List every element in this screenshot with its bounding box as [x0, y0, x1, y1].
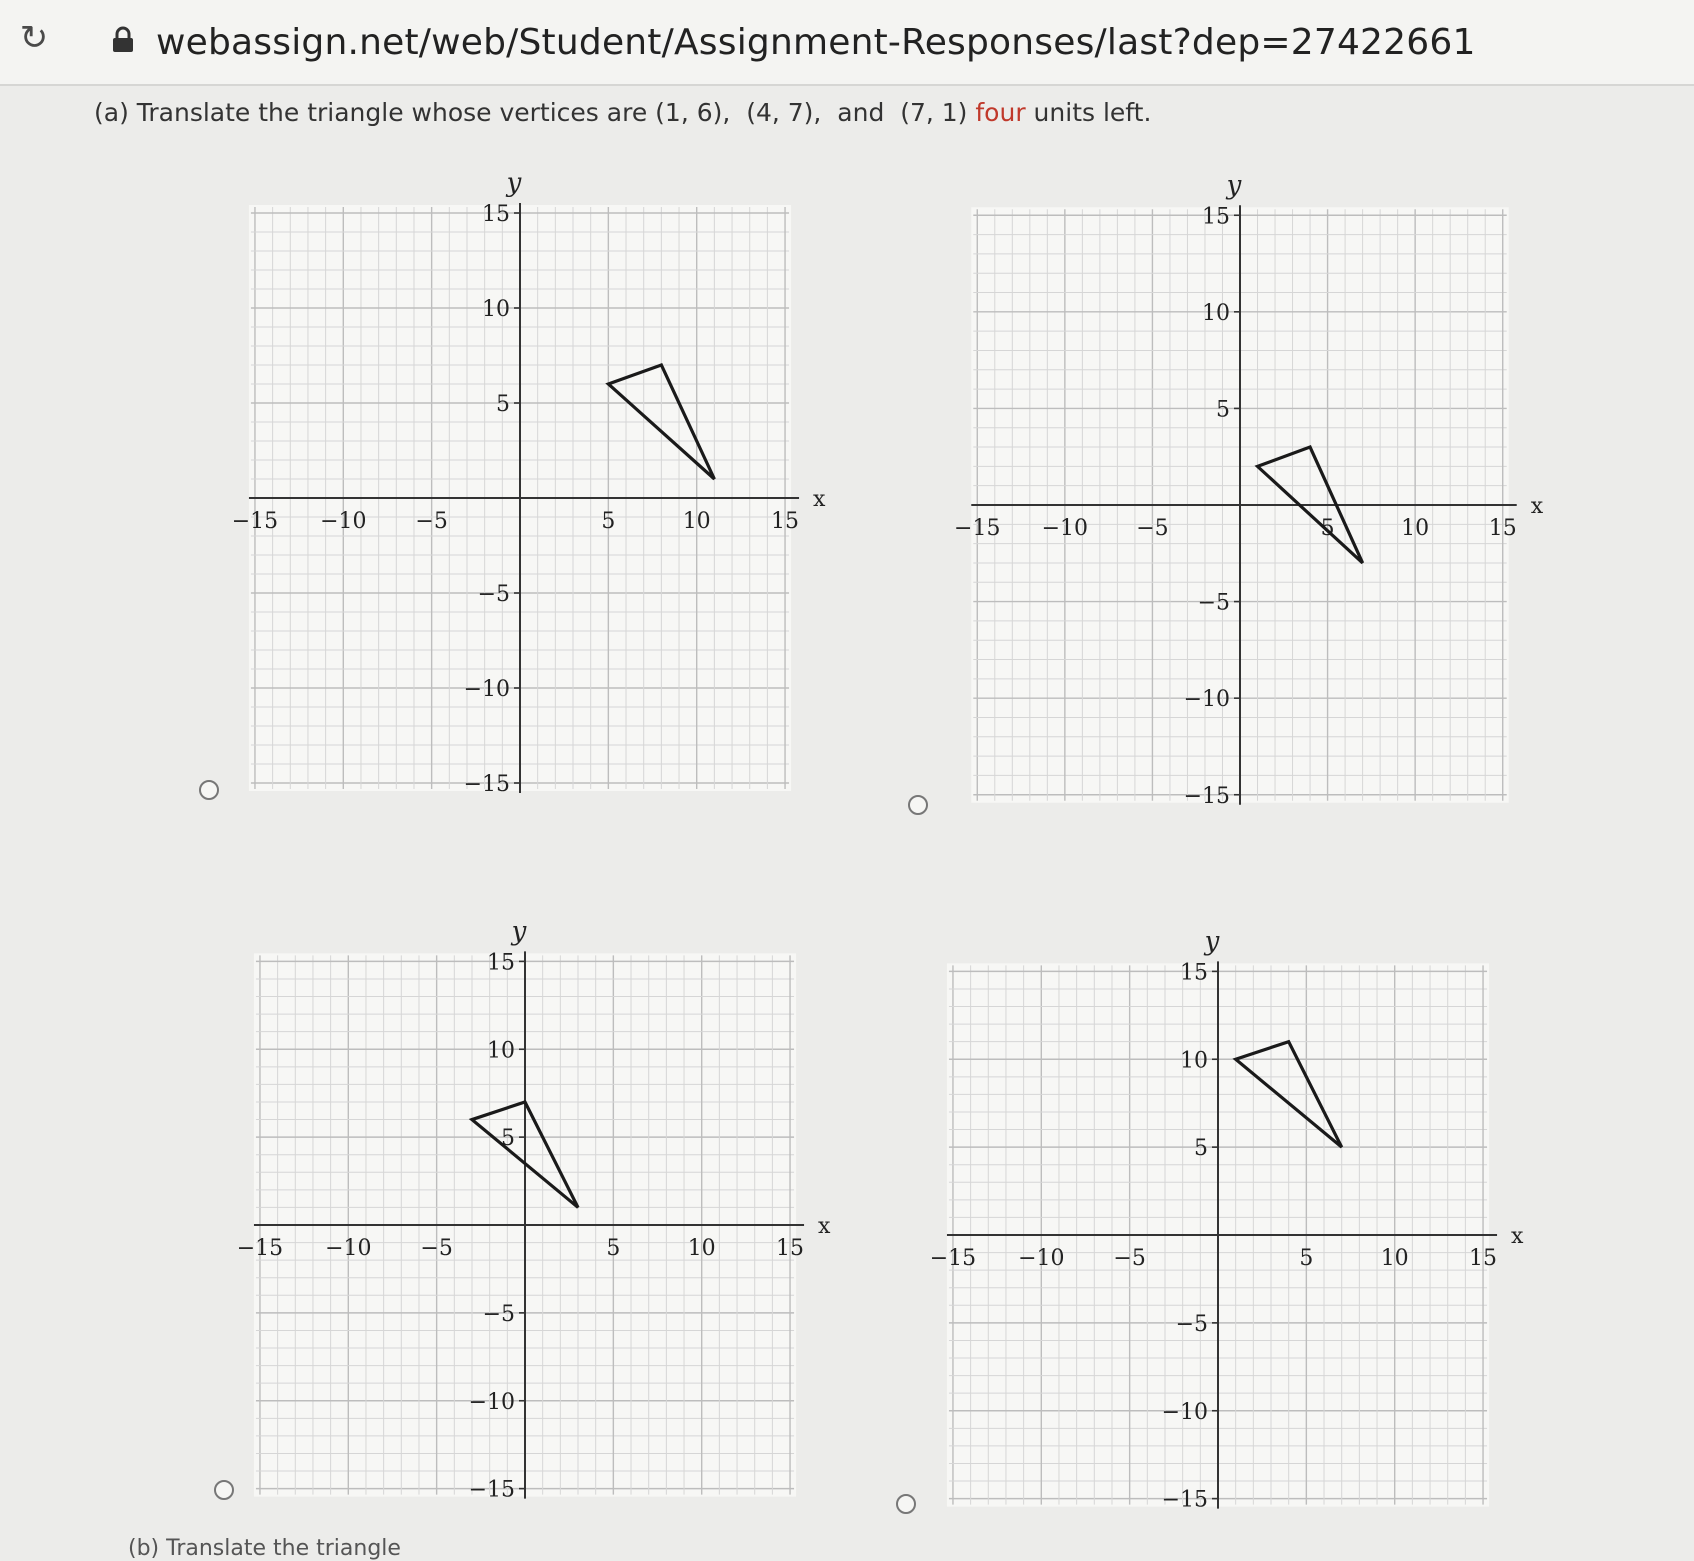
x-tick-label: 15	[771, 509, 800, 534]
y-tick-label: 15	[487, 950, 515, 976]
x-tick-label: −10	[320, 509, 367, 534]
y-tick-label: −10	[468, 1389, 515, 1415]
y-tick-label: 10	[1202, 300, 1230, 326]
x-tick-label: −5	[420, 1236, 453, 1261]
x-tick-label: −10	[325, 1236, 372, 1261]
x-tick-label: 10	[687, 1236, 716, 1261]
y-tick-label: −5	[1175, 1311, 1208, 1337]
y-tick-label: −15	[1161, 1487, 1208, 1513]
x-tick-label: −5	[415, 509, 448, 534]
x-tick-label: −10	[1041, 516, 1089, 541]
y-tick-label: 5	[496, 392, 510, 417]
option-a-graph	[200, 148, 850, 818]
y-tick-label: −5	[482, 1301, 515, 1327]
y-tick-label: 10	[482, 297, 510, 322]
x-tick-label: 5	[601, 509, 616, 534]
option-b-graph	[925, 150, 1585, 830]
option-d-radio[interactable]	[896, 1494, 916, 1514]
y-tick-label: 5	[1194, 1136, 1208, 1162]
next-part-text: (b) Translate the triangle	[128, 1536, 401, 1561]
x-tick-label: 10	[682, 509, 711, 534]
question-highlight: four	[975, 98, 1026, 127]
x-axis-label: x	[818, 1214, 831, 1239]
x-tick-label: −10	[1018, 1246, 1065, 1271]
x-tick-label: 15	[1469, 1246, 1498, 1271]
y-tick-label: 10	[1180, 1048, 1208, 1074]
x-tick-label: 10	[1380, 1246, 1409, 1271]
y-axis-label: y	[506, 168, 522, 198]
question-vertices: (1, 6), (4, 7), and (7, 1)	[655, 98, 968, 127]
x-tick-label: 10	[1401, 516, 1430, 541]
y-tick-label: −15	[463, 772, 510, 797]
x-tick-label: −15	[236, 1236, 284, 1261]
y-tick-label: 5	[501, 1126, 515, 1152]
x-tick-label: 5	[1320, 516, 1335, 541]
question-label: (a) Translate the triangle whose vertices are	[94, 98, 656, 127]
lock-icon	[110, 26, 136, 54]
question-suffix: units left.	[1025, 98, 1152, 127]
y-tick-label: 15	[482, 202, 510, 227]
browser-url-bar	[0, 0, 1694, 86]
x-tick-label: −15	[929, 1246, 977, 1271]
x-tick-label: −5	[1136, 516, 1169, 541]
option-c-graph	[220, 890, 870, 1510]
y-tick-label: −10	[1161, 1399, 1208, 1425]
y-tick-label: 10	[487, 1038, 515, 1064]
url-text[interactable]: webassign.net/web/Student/Assignment-Responses/last?dep=27422661	[156, 22, 1476, 63]
x-tick-label: −5	[1113, 1246, 1146, 1271]
x-axis-label: x	[813, 487, 826, 512]
y-tick-label: −15	[468, 1477, 515, 1503]
y-tick-label: −15	[1183, 783, 1230, 809]
y-tick-label: 15	[1202, 204, 1230, 230]
x-axis-label: x	[1530, 494, 1544, 519]
x-tick-label: −15	[954, 516, 1001, 541]
option-d-graph	[918, 900, 1568, 1520]
y-tick-label: −5	[1197, 590, 1230, 616]
x-tick-label: −15	[231, 509, 279, 534]
x-tick-label: 5	[606, 1236, 621, 1261]
reload-icon[interactable]: ↻	[19, 18, 49, 58]
question-text	[94, 98, 1151, 127]
y-tick-label: 15	[1180, 960, 1208, 986]
y-tick-label: −5	[477, 582, 510, 607]
y-tick-label: −10	[463, 677, 510, 702]
y-axis-label: y	[1204, 926, 1220, 957]
x-tick-label: 15	[1488, 516, 1517, 541]
x-axis-label: x	[1511, 1224, 1524, 1249]
y-tick-label: 5	[1216, 397, 1230, 423]
y-tick-label: −10	[1183, 687, 1230, 713]
y-axis-label: y	[1226, 170, 1242, 201]
x-tick-label: 5	[1299, 1246, 1314, 1271]
y-axis-label: y	[511, 916, 527, 947]
x-tick-label: 15	[776, 1236, 805, 1261]
